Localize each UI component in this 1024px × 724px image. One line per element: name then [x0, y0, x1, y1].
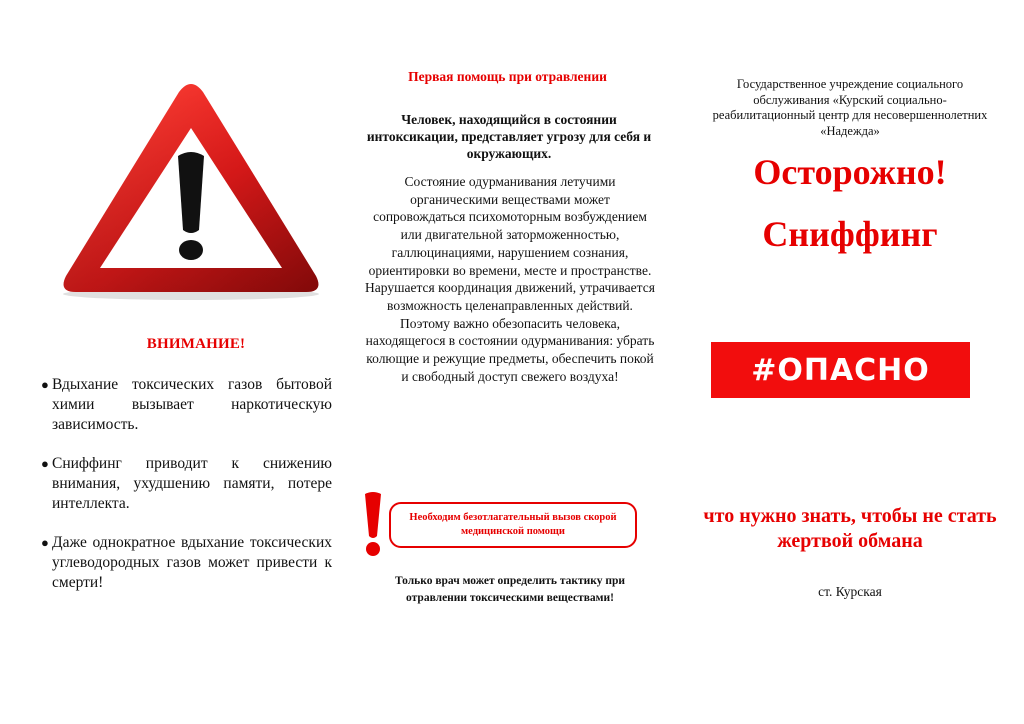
middle-panel — [345, 0, 675, 724]
warning-bullet-item — [40, 454, 332, 514]
urgent-call-box: Необходим безотлагательный вызов скорой медицинской помощи — [389, 502, 637, 548]
hashtag-banner — [711, 342, 970, 398]
warning-bullet-item — [40, 375, 332, 435]
warning-triangle-icon — [58, 80, 324, 302]
location-label: ст. Курская — [818, 584, 882, 599]
doctor-note: Только врач может определить тактику при отравлении токсическими веществами! — [394, 575, 626, 604]
symptoms-body-text: Состояние одурманивания летучими органическими веществами может сопровождаться психомоторным возбуждением или двигательной заторможенностью, галлюцинациями, нарушением сознания, ориентировки во времени, месте и пространстве. Нарушается координация движений, утрачивается возможность целенаправленных действий. Поэтому важно обезопасить человека, находящегося в состоянии одурманивания: убрать колющие и режущие предметы, обеспечить покой и свободный доступ свежего воздуха! — [365, 174, 655, 384]
warning-bullet-text: Вдыхание токсических газов бытовой химии вызывает наркотическую зависимость. — [52, 376, 332, 433]
hashtag-text: #ОПАСНО — [751, 352, 930, 388]
left-panel — [0, 0, 345, 724]
intoxication-lead: Человек, находящийся в состоянии интоксикации, представляет угрозу для себя и окружающих. — [366, 112, 652, 161]
bullet-dot-icon: ● — [41, 456, 49, 471]
exclamation-icon — [360, 492, 386, 558]
topic-title: Сниффинг — [762, 214, 938, 254]
warning-bullet-item — [40, 533, 332, 593]
warning-bullet-text: Сниффинг приводит к снижению внимания, ухудшению памяти, потере интеллекта. — [52, 455, 332, 512]
tagline: что нужно знать, чтобы не стать жертвой обмана — [703, 505, 997, 552]
warning-bullet-list — [40, 375, 332, 612]
caution-title: Осторожно! — [753, 152, 947, 192]
first-aid-title: Первая помощь при отравлении — [408, 69, 607, 84]
right-panel — [675, 0, 1024, 724]
organization-name: Государственное учреждение социального обслуживания «Курский социально-реабилитационный центр для несовершеннолетних «Надежда» — [712, 77, 988, 138]
bullet-dot-icon: ● — [41, 377, 49, 392]
bullet-dot-icon: ● — [41, 535, 49, 550]
attention-heading: ВНИМАНИЕ! — [146, 336, 246, 352]
warning-bullet-text: Даже однократное вдыхание токсических углеводородных газов может привести к смерти! — [52, 534, 332, 591]
